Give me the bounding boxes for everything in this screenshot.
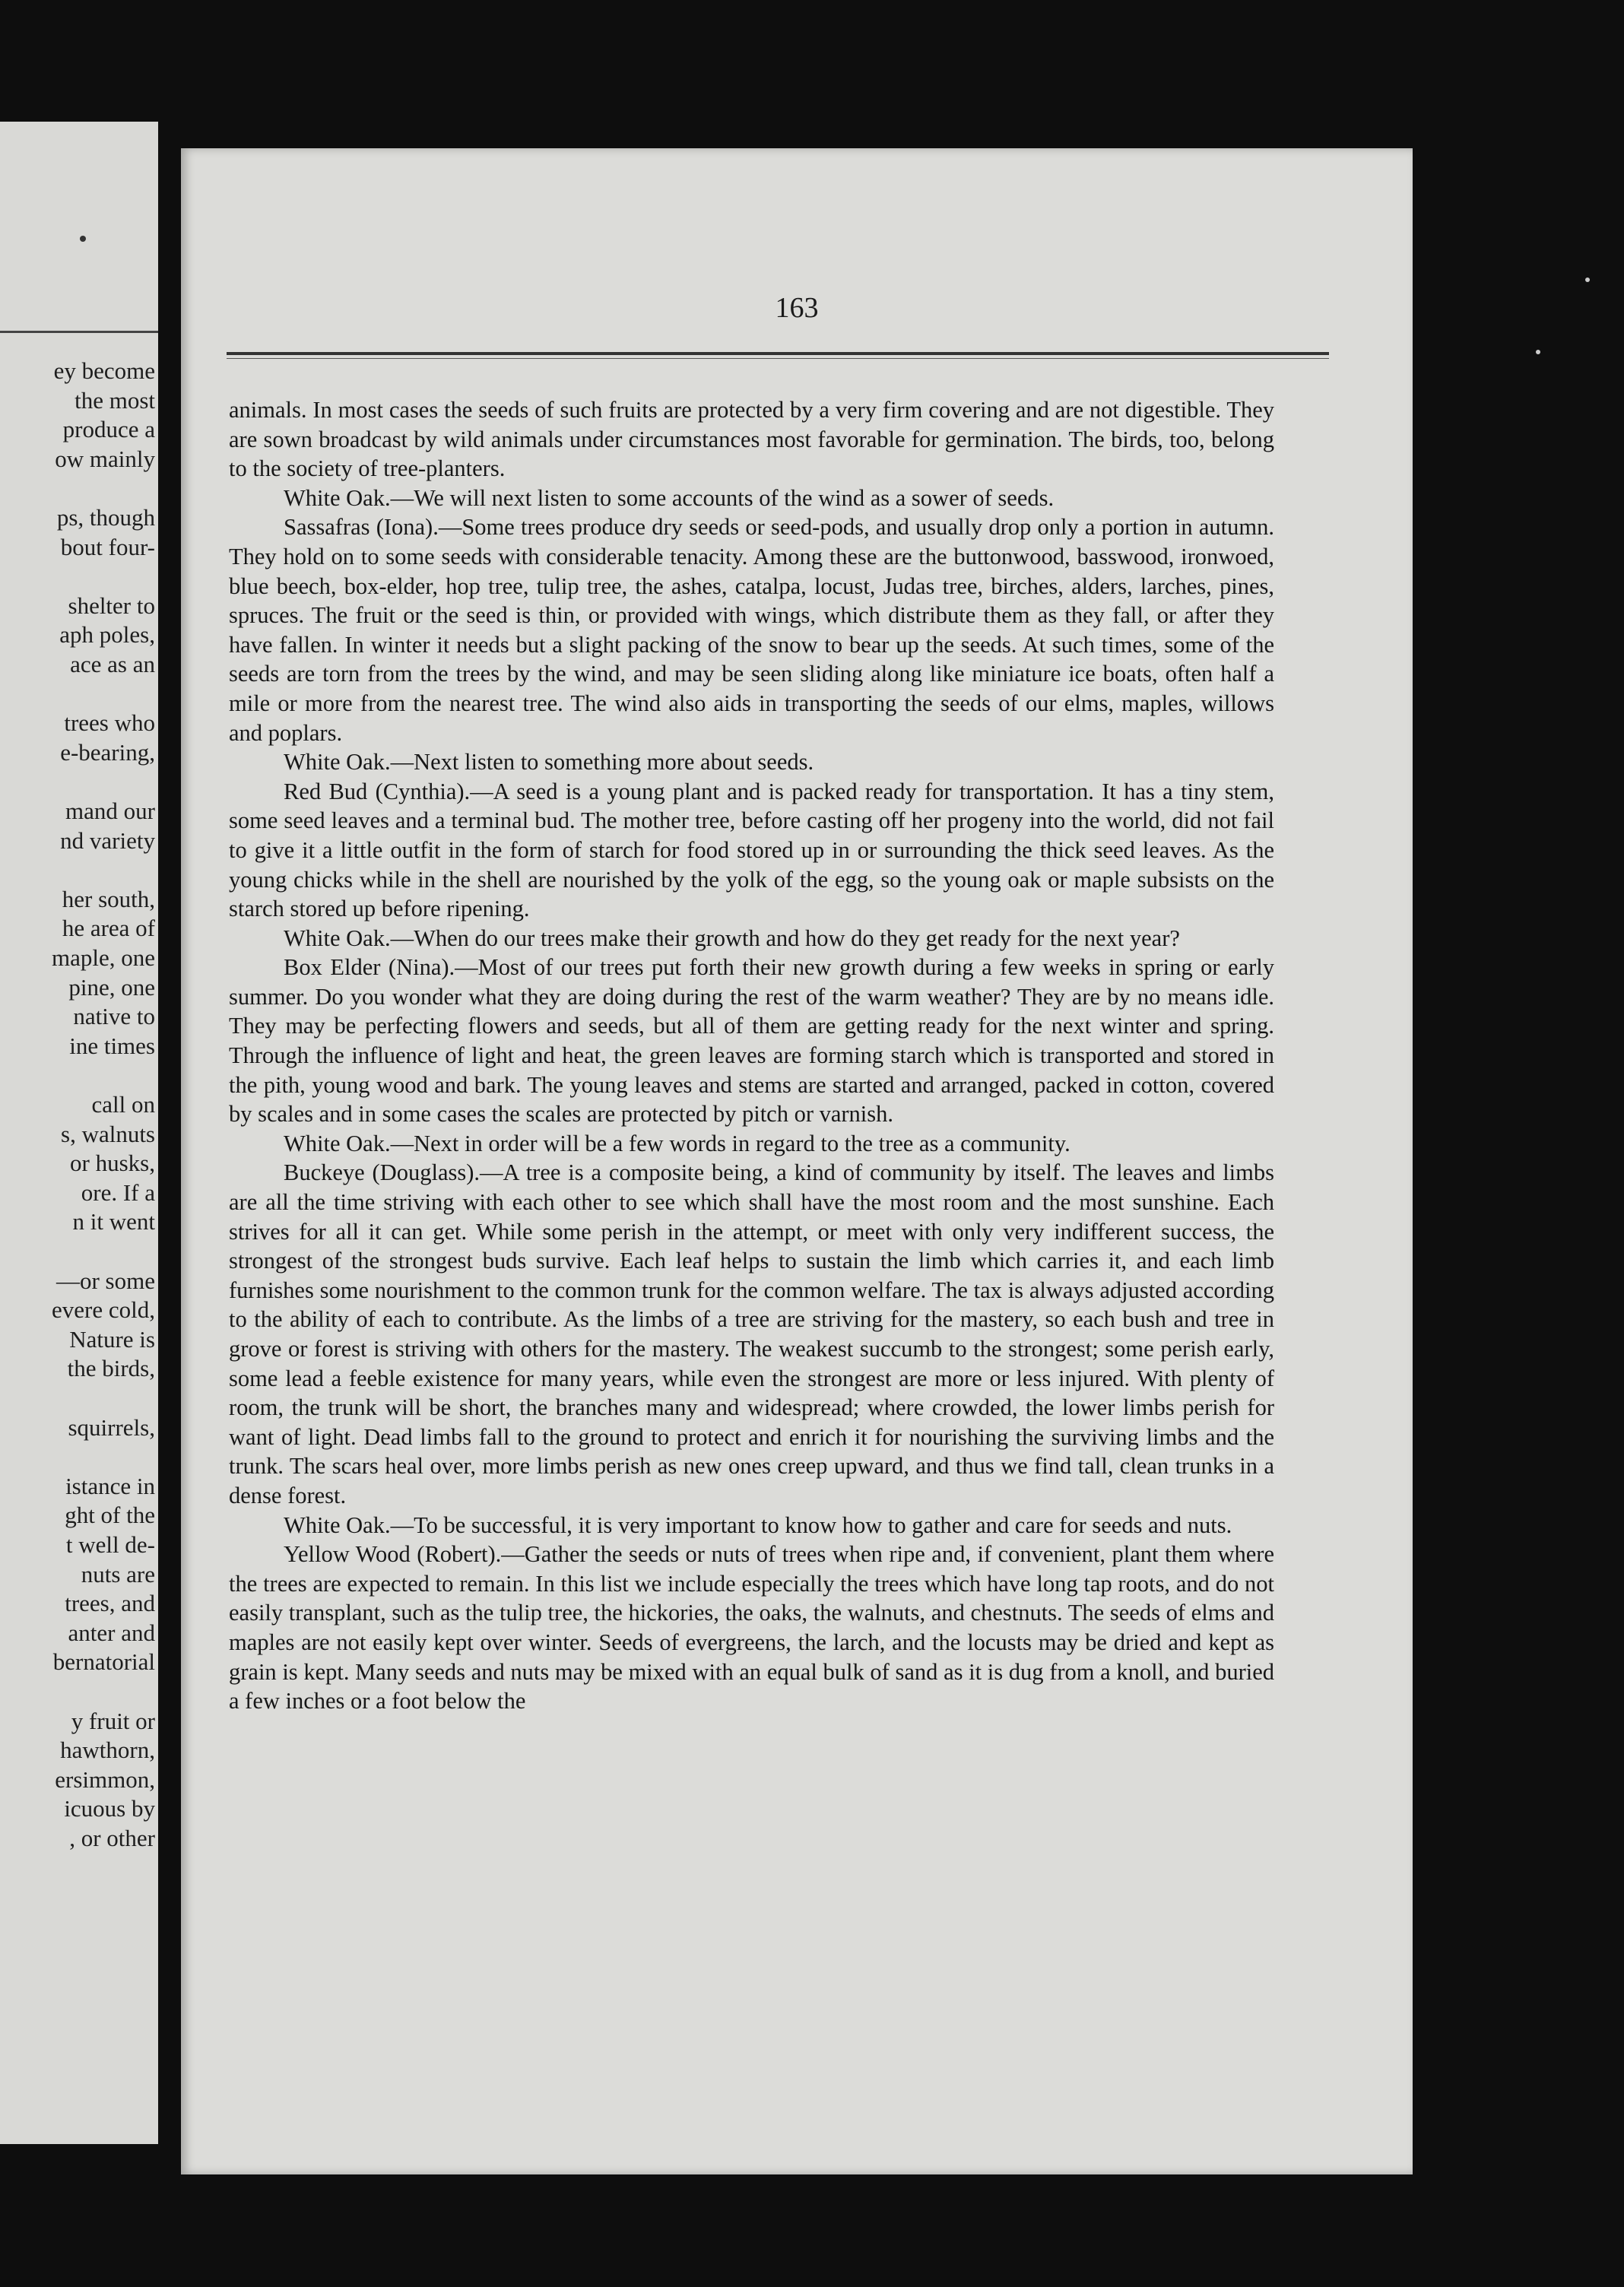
left-text-fragment: y fruit or bbox=[71, 1707, 155, 1734]
paragraph: White Oak.—Next in order will be a few words in regard to the tree as a community. bbox=[284, 1130, 1071, 1156]
page-number: 163 bbox=[775, 292, 819, 324]
paragraph: White Oak.—To be successful, it is very important to know how to gather and care for seeds and nuts. bbox=[284, 1511, 1232, 1538]
left-text-fragment: icuous by bbox=[64, 1795, 155, 1822]
left-text-fragment: the birds, bbox=[67, 1355, 155, 1382]
left-text-fragment: he area of bbox=[62, 915, 155, 942]
paragraph: White Oak.—When do our trees make their growth and how do they get ready for the next year? bbox=[284, 925, 1180, 951]
paragraph: Yellow Wood (Robert).—Gather the seeds or nuts of trees when ripe and, if convenient, plant them where the trees are expected to remain. In this list we include especially the trees which have long tap roots, and do not easily transplant, such as the tulip tree, the hickories, the oaks, the walnuts, and chestnuts. The seeds of elms and maples are not easily kept over winter. Seeds of evergreens, the larch, and the locusts may be dried and kept as grain is kept. Many seeds and nuts may be mixed with an equal bulk of sand as it is dug from a knoll, and buried a few inches or a foot below the bbox=[229, 1541, 1274, 1714]
left-text-fragment: istance in bbox=[65, 1472, 155, 1499]
left-text-fragment: call on bbox=[91, 1091, 155, 1118]
left-text-fragment: hawthorn, bbox=[60, 1737, 155, 1764]
left-text-fragment: —or some bbox=[56, 1267, 155, 1294]
paragraph: Buckeye (Douglass).—A tree is a composite being, a kind of community by itself. The leaves and limbs are all the time striving with each other to see which shall have the most room and the most sunshine. Each strives for all it can get. While some perish in the attempt, or meet with only very indifferent success, the strongest of the strongest buds survive. Each leaf helps to sustain the limb which carries it, and each limb furnishes some nourishment to the common trunk for the common welfare. The tax is always adjusted according to the ability of each to contribute. As the limbs of a tree are striving for the mastery, so each bush and tree in grove or forest is striving with others for the mastery. The weakest succumb to the strongest; some perish early, some lead a feeble existence for many years, while even the strongest are more or less injured. With plenty of room, the trunk will be short, the branches many and widespread; where crowded, the lower limbs perish for want of light. Dead limbs fall to the ground to protect and enrich it for nourishing the surviving limbs and the trunk. The scars heal over, more limbs perish as new ones creep upward, and thus we find tall, clean trunks in a dense forest. bbox=[229, 1159, 1274, 1508]
left-text-fragment: nd variety bbox=[60, 826, 155, 854]
left-text-fragment: ine times bbox=[69, 1032, 155, 1059]
left-text-fragment: ore. If a bbox=[81, 1178, 155, 1206]
left-header-rule bbox=[0, 331, 158, 333]
left-text-fragment: anter and bbox=[68, 1619, 155, 1646]
left-text-fragment: bout four- bbox=[60, 533, 155, 560]
left-text-fragment: , or other bbox=[69, 1825, 155, 1851]
left-text-fragment: ght of the bbox=[65, 1502, 155, 1529]
left-text-fragment: aph poles, bbox=[59, 621, 155, 649]
header-rule bbox=[227, 352, 1329, 359]
left-text-fragment: s, walnuts bbox=[61, 1120, 155, 1147]
paragraph: Red Bud (Cynthia).—A seed is a young plant and is packed ready for transportation. It has a tiny stem, some seed leaves and a terminal bud. The mother tree, before casting off her progeny into the world, did not fail to give it a little outfit in the form of starch for food stored up in or surrounding the thick seed leaves. As the young chicks while in the shell are nourished by the yolk of the egg, so the young oak or maple subsists on the starch stored up before ripening. bbox=[229, 778, 1274, 922]
left-text-fragment: pine, one bbox=[68, 973, 155, 1001]
left-text-fragment: ow mainly bbox=[55, 445, 155, 472]
left-text-fragment: n it went bbox=[72, 1208, 155, 1235]
left-text-fragment: trees who bbox=[64, 709, 155, 737]
left-text-fragment: evere cold, bbox=[52, 1296, 155, 1324]
left-text-fragment: e-bearing, bbox=[60, 738, 155, 766]
left-text-fragment: Nature is bbox=[69, 1325, 155, 1353]
paragraph: Sassafras (Iona).—Some trees produce dry seeds or seed-pods, and usually drop only a portion in autumn. They hold on to some seeds with considerable tenacity. Among these are the buttonwood, basswood, ironwoed, blue beech, box-elder, hop tree, tulip tree, the ashes, catalpa, locust, Judas tree, birches, alders, larches, pines, spruces. The fruit or the seed is thin, or provided with wings, which distribute them as they fall, or after they have fallen. In winter it needs but a slight packing of the snow to bear up the seeds. At such times, some of the seeds are torn from the trees by the wind, and may be seen sliding along like miniature ice boats, often half a mile or more from the nearest tree. The wind also aids in transporting the seeds of our elms, maples, willows and poplars. bbox=[229, 514, 1274, 746]
paragraph: Box Elder (Nina).—Most of our trees put forth their new growth during a few weeks in spring or early summer. Do you wonder what they are doing during the rest of the warm weather? They are by no means idle. They may be perfecting flowers and seeds, but all of them are getting ready for the next winter and spring. Through the influence of light and heat, the green leaves are forming starch which is transported and stored in the pith, young wood and bark. The young leaves and stems are started and arranged, packed in cotton, covered by scales and in some cases the scales are protected by pitch or varnish. bbox=[229, 954, 1274, 1128]
left-facing-page bbox=[0, 122, 158, 2144]
left-text-fragment: t well de- bbox=[65, 1531, 155, 1558]
left-text-fragment: squirrels, bbox=[68, 1413, 155, 1441]
left-text-fragment: nuts are bbox=[81, 1560, 155, 1588]
left-text-fragment: ersimmon, bbox=[55, 1765, 155, 1793]
paragraph: animals. In most cases the seeds of such fruits are protected by a very firm covering and are not digestible. They are sown broadcast by wild animals under circumstances most favorable for germination. The birds, too, belong to the society of tree-planters. bbox=[229, 397, 1274, 482]
left-text-fragment: ps, though bbox=[56, 504, 155, 531]
left-text-fragment: or husks, bbox=[70, 1150, 155, 1177]
left-text-fragment: produce a bbox=[62, 416, 155, 443]
left-text-fragment: ace as an bbox=[70, 651, 155, 677]
left-text-fragment: the most bbox=[75, 386, 155, 414]
left-text-fragment: mand our bbox=[65, 798, 155, 824]
dust-speck bbox=[1585, 278, 1590, 282]
paragraph: White Oak.—Next listen to something more about seeds. bbox=[284, 749, 814, 776]
paragraph: White Oak.—We will next listen to some accounts of the wind as a sower of seeds. bbox=[284, 484, 1055, 511]
left-text-fragment: bernatorial bbox=[52, 1648, 155, 1676]
left-text-fragment: maple, one bbox=[51, 944, 155, 971]
left-text-fragment: trees, and bbox=[65, 1590, 155, 1617]
page-body bbox=[229, 395, 1274, 1716]
dust-speck bbox=[1536, 350, 1540, 354]
book-page bbox=[181, 148, 1413, 2174]
left-text-fragment: ey become bbox=[53, 357, 155, 384]
left-text-fragment: her south, bbox=[62, 885, 155, 912]
left-text-fragment: native to bbox=[73, 1003, 155, 1030]
ink-dot bbox=[80, 236, 86, 242]
left-text-fragment: shelter to bbox=[68, 592, 155, 619]
